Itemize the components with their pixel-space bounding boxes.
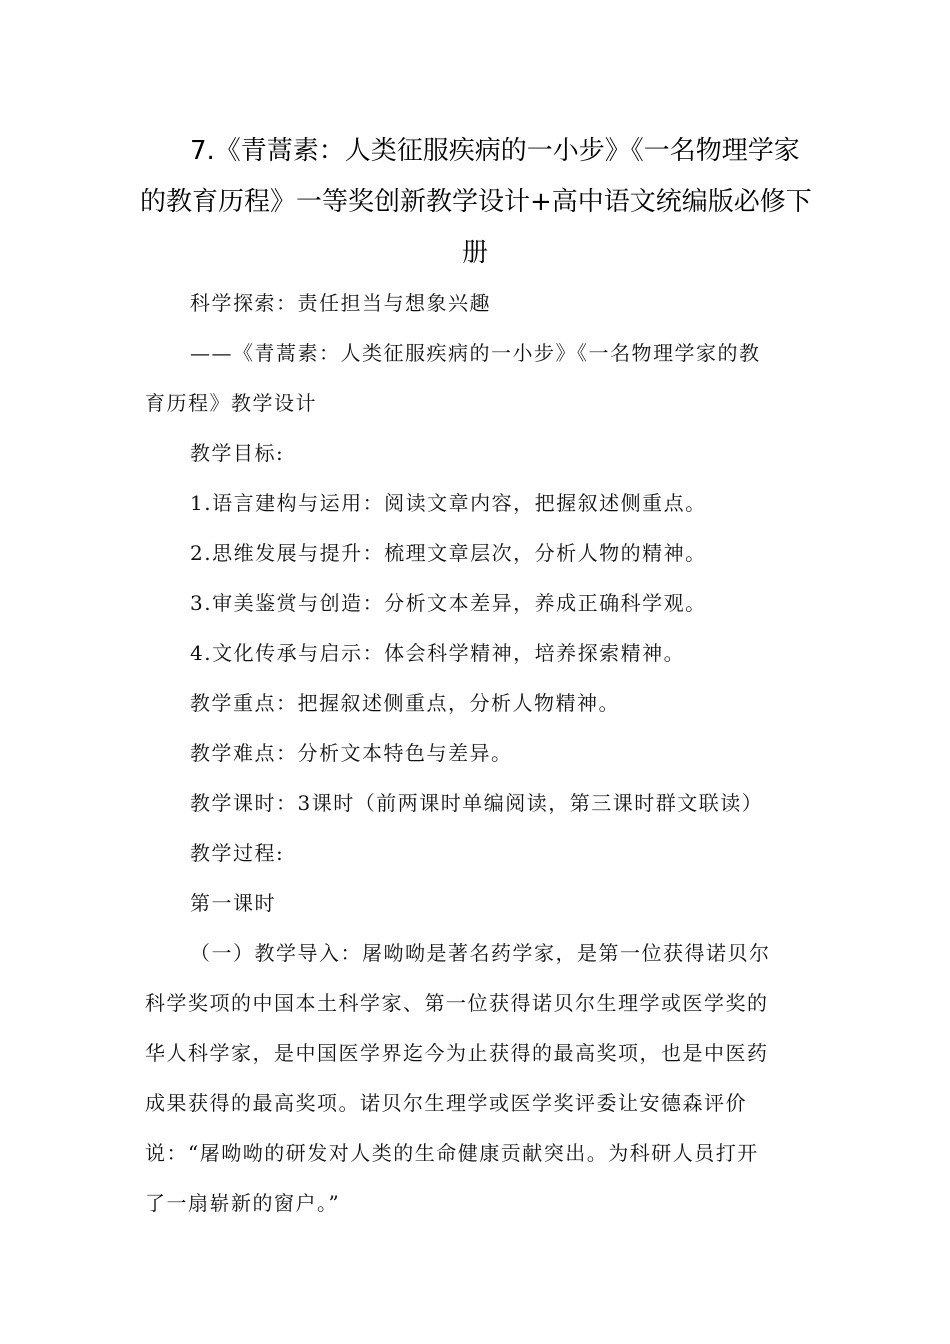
intro-paragraph-line: 说：“屠呦呦的研发对人类的生命健康贡献突出。为科研人员打开 xyxy=(145,1141,759,1165)
title-line-1: 7.《青蒿素：人类征服疾病的一小步》《一名物理学家 xyxy=(190,136,800,166)
class-hours: 教学课时：3课时（前两课时单编阅读，第三课时群文联读） xyxy=(190,791,764,815)
title-line-2: 的教育历程》一等奖创新教学设计+高中语文统编版必修下 xyxy=(140,187,812,217)
intro-paragraph-line: （一）教学导入：屠呦呦是著名药学家，是第一位获得诺贝尔 xyxy=(190,941,771,965)
section-heading-process: 教学过程: xyxy=(190,841,285,865)
difficult-point: 教学难点：分析文本特色与差异。 xyxy=(190,741,513,765)
title-line-3: 册 xyxy=(461,238,488,268)
subtitle: 科学探索：责任担当与想象兴趣 xyxy=(190,291,491,315)
intro-paragraph-line: 华人科学家，是中国医学界迄今为止获得的最高奖项，也是中医药 xyxy=(145,1041,769,1065)
document-title xyxy=(140,126,810,279)
goal-item: 2.思维发展与提升：梳理文章层次，分析人物的精神。 xyxy=(190,541,707,565)
intro-paragraph-line: 了一扇崭新的窗户。” xyxy=(145,1191,341,1215)
section-heading-goals: 教学目标: xyxy=(190,441,285,465)
goal-item: 3.审美鉴赏与创造：分析文本差异，养成正确科学观。 xyxy=(190,591,707,615)
subtitle-line: ——《青蒿素：人类征服疾病的一小步》《一名物理学家的教 xyxy=(190,341,761,365)
lesson-heading: 第一课时 xyxy=(190,891,276,915)
key-point: 教学重点：把握叙述侧重点，分析人物精神。 xyxy=(190,691,620,715)
goal-item: 4.文化传承与启示：体会科学精神，培养探索精神。 xyxy=(190,641,686,665)
goal-item: 1.语言建构与运用：阅读文章内容，把握叙述侧重点。 xyxy=(190,491,707,515)
intro-paragraph-line: 成果获得的最高奖项。诺贝尔生理学或医学奖评委让安德森评价 xyxy=(145,1091,747,1115)
subtitle-line-continued: 育历程》教学设计 xyxy=(145,391,317,415)
intro-paragraph-line: 科学奖项的中国本土科学家、第一位获得诺贝尔生理学或医学奖的 xyxy=(145,991,769,1015)
